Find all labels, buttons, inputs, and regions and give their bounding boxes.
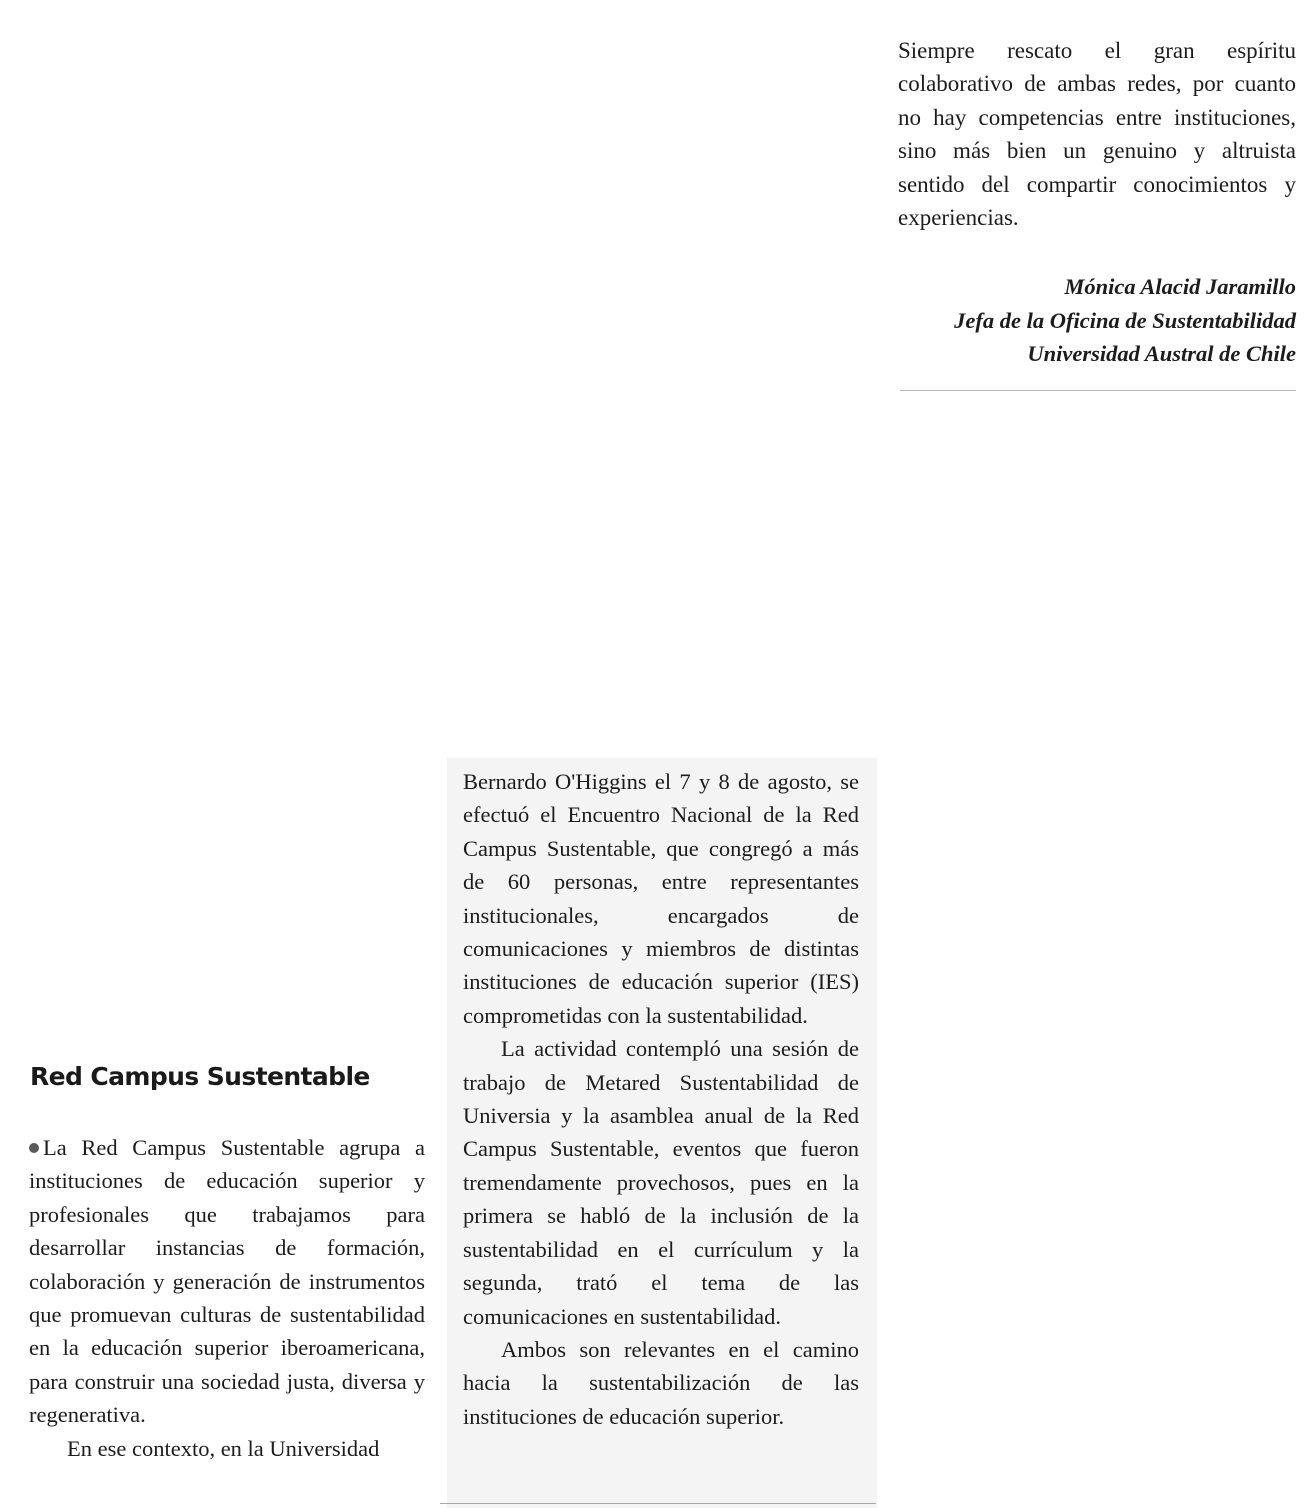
- article-paragraph: Bernardo O'Higgins el 7 y 8 de agosto, se efectuó el Encuentro Nacional de la Red Campus Sustentable, que congregó a más de 60 personas, entre representantes institucionales, encargados de comunicaciones y miembros de distintas instituciones de educación superior (IES) comprometidas con la sustentabilidad.: [463, 769, 859, 1028]
- quote-signature: [898, 270, 1296, 371]
- article-column-left: [29, 1131, 425, 1465]
- article-paragraph: Ambos son relevantes en el camino hacia la sustentabilización de las instituciones de educación superior.: [463, 1336, 859, 1429]
- bullet-icon: [29, 1143, 39, 1153]
- article-paragraph: En ese contexto, en la Universidad: [67, 1435, 380, 1461]
- pull-quote: [898, 34, 1296, 371]
- column-divider: [440, 1503, 876, 1504]
- author-organization: Universidad Austral de Chile: [1027, 341, 1296, 367]
- paragraph-text: La Red Campus Sustentable agrupa a instituciones de educación superior y profesionales que trabajamos para desarrollar instancias de formación, colaboración y generación de instrumentos que promuevan culturas de sustentabilidad en la educación superior iberoamericana, para construir una sociedad justa, diversa y regenerativa.: [29, 1135, 425, 1428]
- quote-divider: [900, 390, 1296, 391]
- article-paragraph: La actividad contempló una sesión de trabajo de Metared Sustentabilidad de Universia y la asamblea anual de la Red Campus Sustentable, eventos que fueron tremendamente provechosos, pues en la primera se habló de la inclusión de la sustentabilidad en el currículum y la segunda, trató el tema de las comunicaciones en sustentabilidad.: [463, 1036, 859, 1329]
- quote-text: Siempre rescato el gran espíritu colaborativo de ambas redes, por cuanto no hay competencias entre instituciones, sino más bien un genuino y altruista sentido del compartir conocimientos y experiencias.: [898, 38, 1296, 231]
- article-heading: Red Campus Sustentable: [30, 1062, 370, 1091]
- article-paragraph: [29, 1131, 425, 1432]
- author-role: Jefa de la Oficina de Sustentabilidad: [954, 307, 1296, 333]
- author-name: Mónica Alacid Jaramillo: [1064, 274, 1296, 300]
- article-column-middle: [463, 765, 859, 1433]
